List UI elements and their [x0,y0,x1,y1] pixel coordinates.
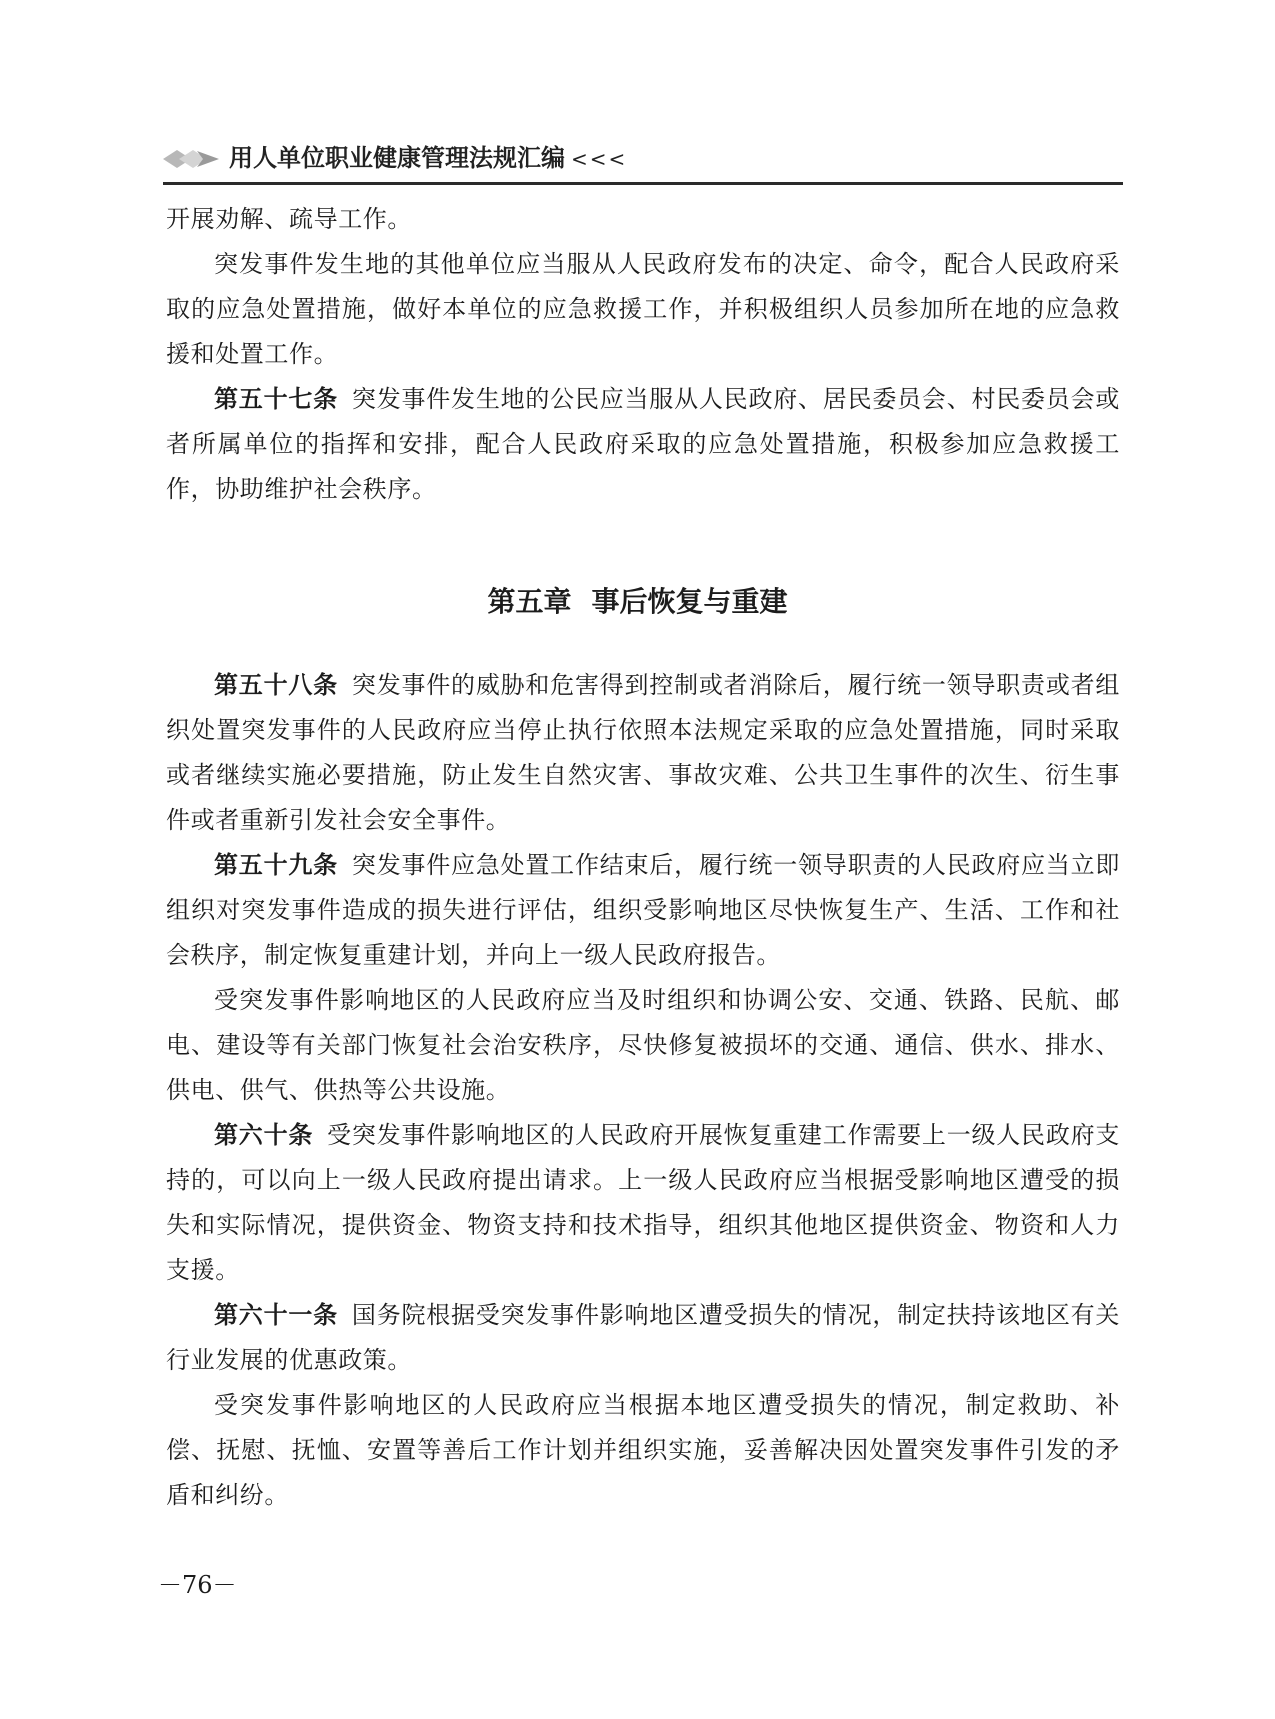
chapter-heading [0,582,1275,622]
chapter-title: 事后恢复与重建 [591,585,788,618]
article-58 [166,663,1120,843]
paragraph-continuation: 开展劝解、疏导工作。 [166,205,412,233]
article-57-label: 第五十七条 [214,385,338,413]
paragraph-other-units: 突发事件发生地的其他单位应当服从人民政府发布的决定、命令，配合人民政府采取的应急处置措施，做好本单位的应急救援工作，并积极组织人员参加所在地的应急救援和处置工作。 [166,250,1120,368]
article-59 [166,843,1120,978]
article-59-label: 第五十九条 [214,851,338,879]
header-arrows: <<< [571,147,628,171]
header-title [229,140,627,176]
chapter-number: 第五章 [487,585,572,618]
text-block-top [166,197,1120,512]
article-60-text: 受突发事件影响地区的人民政府开展恢复重建工作需要上一级人民政府支持的，可以向上一级人民政府提出请求。上一级人民政府应当根据受影响地区遭受的损失和实际情况，提供资金、物资支持和技术指导，组织其他地区提供资金、物资和人力支援。 [166,1121,1120,1284]
article-60 [166,1113,1120,1293]
article-59-paragraph-2: 受突发事件影响地区的人民政府应当及时组织和协调公安、交通、铁路、民航、邮电、建设等有关部门恢复社会治安秩序，尽快修复被损坏的交通、通信、供水、排水、供电、供气、供热等公共设施。 [166,986,1120,1104]
article-61-text: 国务院根据受突发事件影响地区遭受损失的情况，制定扶持该地区有关行业发展的优惠政策。 [166,1301,1120,1374]
article-61-label: 第六十一条 [214,1301,338,1329]
article-58-label: 第五十八条 [214,671,338,699]
article-57 [166,377,1120,512]
running-header [163,140,1123,188]
article-59-text: 突发事件应急处置工作结束后，履行统一领导职责的人民政府应当立即组织对突发事件造成的损失进行评估，组织受影响地区尽快恢复生产、生活、工作和社会秩序，制定恢复重建计划，并向上一级人民政府报告。 [166,851,1120,969]
page-number: －76－ [158,1571,237,1599]
article-57-text: 突发事件发生地的公民应当服从人民政府、居民委员会、村民委员会或者所属单位的指挥和安排，配合人民政府采取的应急处置措施，积极参加应急救援工作，协助维护社会秩序。 [166,385,1120,503]
article-60-label: 第六十条 [214,1121,314,1149]
header-title-text: 用人单位职业健康管理法规汇编 [229,144,565,172]
article-58-text: 突发事件的威胁和危害得到控制或者消除后，履行统一领导职责或者组织处置突发事件的人民政府应当停止执行依照本法规定采取的应急处置措施，同时采取或者继续实施必要措施，防止发生自然灾害、事故灾难、公共卫生事件的次生、衍生事件或者重新引发社会安全事件。 [166,671,1120,834]
article-61-paragraph-2: 受突发事件影响地区的人民政府应当根据本地区遭受损失的情况，制定救助、补偿、抚慰、抚恤、安置等善后工作计划并组织实施，妥善解决因处置突发事件引发的矛盾和纠纷。 [166,1391,1120,1509]
header-dashed-rule [163,182,1123,185]
double-diamond-arrow-logo-icon [163,146,221,172]
article-61 [166,1293,1120,1383]
text-block-bottom [166,663,1120,1518]
